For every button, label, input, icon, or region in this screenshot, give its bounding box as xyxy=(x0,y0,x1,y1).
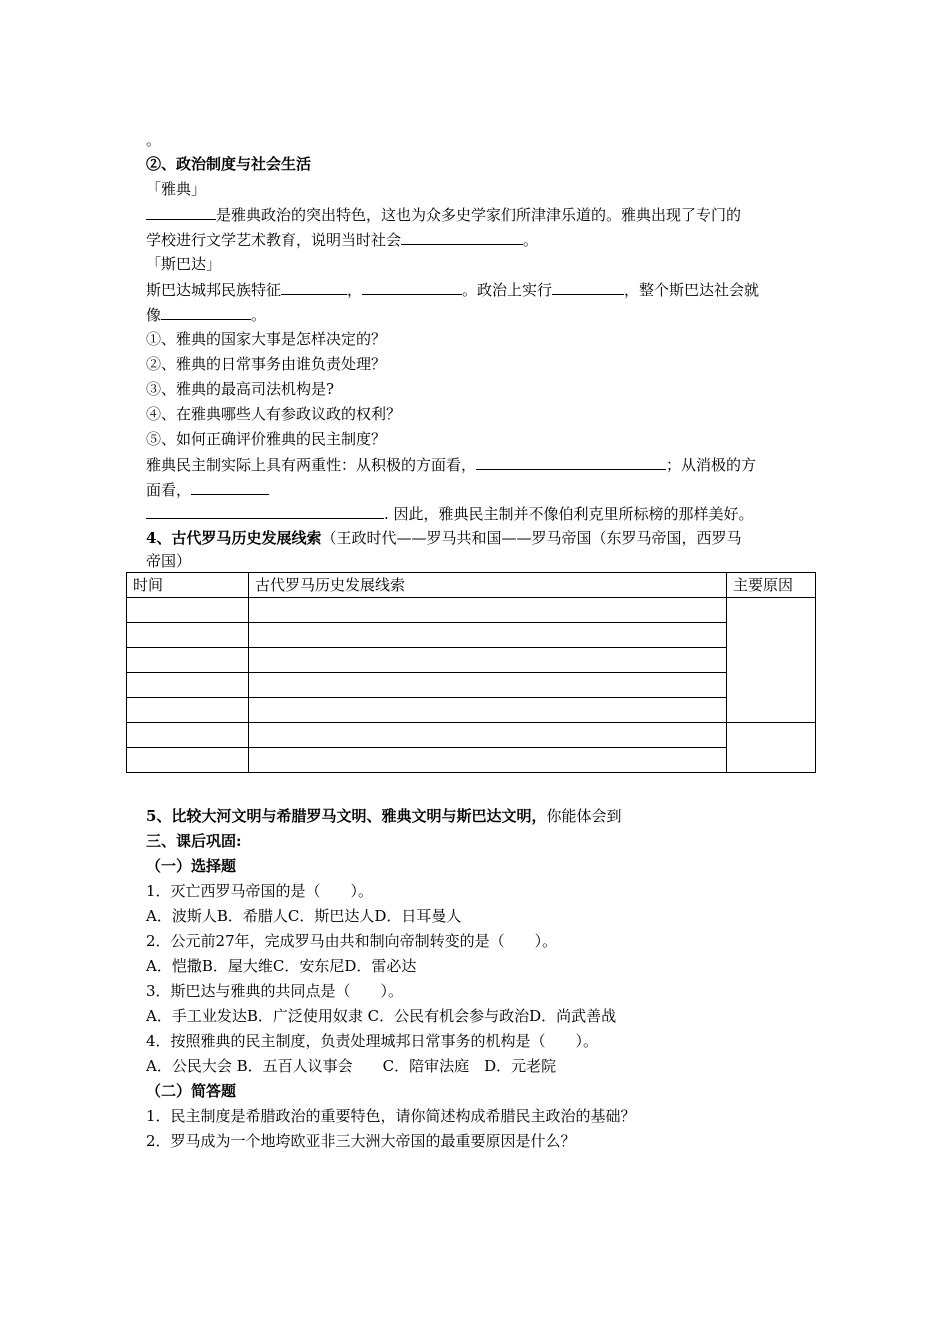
section5-normal: 你能体会到 xyxy=(546,807,622,825)
choice-question-2: 2．公元前27年，完成罗马由共和制向帝制转变的是（ ）。 xyxy=(146,932,558,950)
table-row xyxy=(127,748,816,773)
table-row xyxy=(127,598,816,623)
choice-question-1: 1．灭亡西罗马帝国的是（ ）。 xyxy=(146,882,374,900)
athens-text-1: 是雅典政治的突出特色，这也为众多史学家们所津津乐道的。雅典出现了专门的 xyxy=(216,206,742,224)
section4-heading-line2: 帝国） xyxy=(146,552,192,570)
sparta-tag: 「斯巴达」 xyxy=(146,255,222,273)
athens-blank-1[interactable] xyxy=(146,204,216,220)
athens-text-2-end: 。 xyxy=(523,231,539,249)
duality-text-1: 雅典民主制实际上具有两重性：从积极的方面看， xyxy=(146,456,477,474)
choice-options-3: A．手工业发达B．广泛使用奴隶 C．公民有机会参与政治D．尚武善战 xyxy=(146,1007,617,1025)
sparta-blank-4[interactable] xyxy=(161,304,251,320)
short-question-1: 1．民主制度是希腊政治的重要特色，请你简述构成希腊民主政治的基础？ xyxy=(146,1107,636,1125)
short-question-2: 2．罗马成为一个地垮欧亚非三大洲大帝国的最重要原因是什么？ xyxy=(146,1132,576,1150)
header-reason: 主要原因 xyxy=(727,573,816,598)
sparta-comma: ， xyxy=(347,281,363,299)
cell-time[interactable] xyxy=(127,723,249,748)
section4-heading-normal: （王政时代——罗马共和国——罗马帝国（东罗马帝国，西罗马 xyxy=(321,529,742,547)
sparta-blank-2[interactable] xyxy=(362,279,462,295)
cell-clue[interactable] xyxy=(249,673,727,698)
duality-text-3: 面看， xyxy=(146,481,192,499)
sparta-paragraph-line2 xyxy=(146,304,266,325)
table-row xyxy=(127,673,816,698)
duality-text-4: . 因此，雅典民主制并不像伯利克里所标榜的那样美好。 xyxy=(384,505,754,523)
athens-tag: 「雅典」 xyxy=(146,180,207,198)
table-header-row xyxy=(127,573,816,598)
cell-time[interactable] xyxy=(127,598,249,623)
section3-heading: 三、课后巩固: xyxy=(146,832,242,850)
intro-mark: 。 xyxy=(146,131,162,149)
sparta-text-1: 斯巴达城邦民族特征 xyxy=(146,281,282,299)
duality-blank-1[interactable] xyxy=(476,454,666,470)
cell-time[interactable] xyxy=(127,698,249,723)
table-row xyxy=(127,723,816,748)
choice-options-2: A．恺撒B．屋大维C．安东尼D．雷必达 xyxy=(146,957,417,975)
sparta-blank-3[interactable] xyxy=(552,279,624,295)
question-4: ④、在雅典哪些人有参政议政的权利？ xyxy=(146,405,402,423)
cell-clue[interactable] xyxy=(249,598,727,623)
choice-options-1: A．波斯人B．希腊人C．斯巴达人D．日耳曼人 xyxy=(146,907,462,925)
cell-clue[interactable] xyxy=(249,698,727,723)
table-row xyxy=(127,698,816,723)
header-clues: 古代罗马历史发展线索 xyxy=(249,573,727,598)
choice-options-4: A．公民大会 B．五百人议事会 C．陪审法庭 D．元老院 xyxy=(146,1057,557,1075)
question-5: ⑤、如何正确评价雅典的民主制度？ xyxy=(146,430,387,448)
duality-blank-3[interactable] xyxy=(146,503,384,519)
duality-line1 xyxy=(146,454,756,475)
section4-heading xyxy=(146,528,741,548)
athens-blank-2[interactable] xyxy=(401,229,523,245)
duality-text-2: ；从消极的方 xyxy=(666,456,757,474)
section5-bold: 5、比较大河文明与希腊罗马文明、雅典文明与斯巴达文明， xyxy=(146,807,547,825)
cell-clue[interactable] xyxy=(249,623,727,648)
question-3: ③、雅典的最高司法机构是? xyxy=(146,380,335,398)
table-row xyxy=(127,648,816,673)
header-time: 时间 xyxy=(127,573,249,598)
cell-clue[interactable] xyxy=(249,723,727,748)
sparta-paragraph-line1 xyxy=(146,279,759,300)
athens-text-2: 学校进行文学艺术教育，说明当时社会 xyxy=(146,231,402,249)
sparta-text-3: ，整个斯巴达社会就 xyxy=(624,281,760,299)
cell-clue[interactable] xyxy=(249,648,727,673)
rome-history-table xyxy=(126,572,816,773)
duality-line3 xyxy=(146,503,754,524)
table-row xyxy=(127,623,816,648)
short-answer-heading: （二）简答题 xyxy=(146,1082,237,1100)
section4-heading-bold: 4、古代罗马历史发展线索 xyxy=(146,529,322,547)
cell-time[interactable] xyxy=(127,673,249,698)
duality-line2 xyxy=(146,479,269,500)
cell-time[interactable] xyxy=(127,748,249,773)
question-2: ②、雅典的日常事务由谁负责处理？ xyxy=(146,355,387,373)
choice-question-4: 4．按照雅典的民主制度，负责处理城邦日常事务的机构是（ ）。 xyxy=(146,1032,599,1050)
cell-reason-1[interactable] xyxy=(727,598,816,723)
question-1: ①、雅典的国家大事是怎样决定的？ xyxy=(146,330,387,348)
sparta-text-4: 像 xyxy=(146,306,162,324)
athens-paragraph-line1 xyxy=(146,204,741,225)
sparta-text-5: 。 xyxy=(251,306,267,324)
cell-reason-2[interactable] xyxy=(727,723,816,773)
cell-clue[interactable] xyxy=(249,748,727,773)
athens-paragraph-line2 xyxy=(146,229,538,250)
choice-heading: （一）选择题 xyxy=(146,857,237,875)
choice-question-3: 3．斯巴达与雅典的共同点是（ ）。 xyxy=(146,982,404,1000)
duality-blank-2[interactable] xyxy=(191,479,269,495)
politics-heading: ②、政治制度与社会生活 xyxy=(146,155,312,173)
section5-line xyxy=(146,806,621,826)
cell-time[interactable] xyxy=(127,623,249,648)
sparta-text-2: 。政治上实行 xyxy=(462,281,553,299)
cell-time[interactable] xyxy=(127,648,249,673)
sparta-blank-1[interactable] xyxy=(281,279,347,295)
